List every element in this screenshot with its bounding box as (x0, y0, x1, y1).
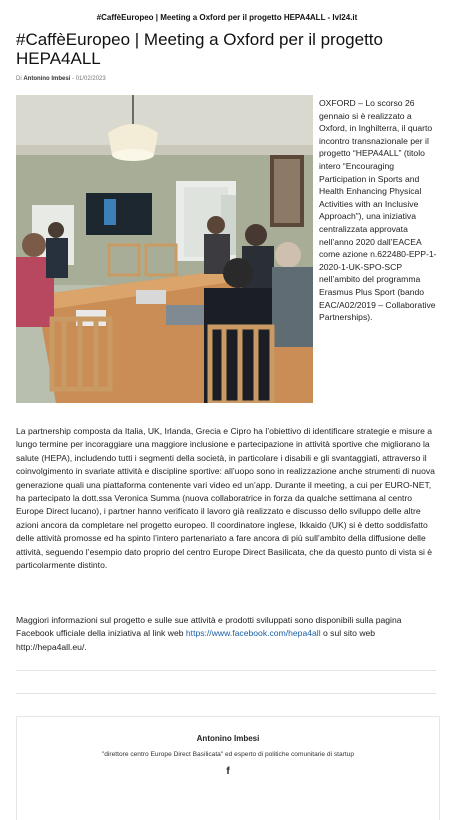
site-header-title[interactable]: #CaffèEuropeo | Meeting a Oxford per il progetto HEPA4ALL - Ivl24.it (96, 13, 358, 22)
article-intro-text: OXFORD – Lo scorso 26 gennaio si è realizzato a Oxford, in Inghilterra, il quarto incontro transnazionale per il progetto “HEPA4ALL” (titolo intero “Encouraging Participation in Sports and Health Enhancing Physical Activities with an Inclusive Approach”), una iniziativa centralizzata approvata nell’anno 2020 dall’EACEA come azione n.622480-EPP-1-2020-1-UK-SPO-SCP nell’ambito del programma Erasmus Plus Sport (bando EAC/A02/2019 – Collaborative Partnerships). (319, 98, 437, 323)
divider (16, 693, 436, 694)
article-more-info (16, 614, 436, 654)
divider (16, 670, 436, 671)
article-title: #CaffèEuropeo | Meeting a Oxford per il progetto HEPA4ALL (16, 30, 383, 68)
author-description: "direttore centro Europe Direct Basilicata" ed esperto di politiche comunitarie di startup (101, 751, 355, 758)
author-box (16, 716, 440, 820)
meta-prefix: Di (16, 76, 22, 82)
facebook-icon[interactable]: f (226, 766, 230, 777)
meeting-photo (16, 95, 313, 403)
meta-separator: - (72, 76, 75, 82)
website-text: o sul sito web http://hepa4all.eu/. (16, 628, 376, 652)
author-link[interactable]: Antonino Imbesi (23, 76, 71, 82)
facebook-page-link[interactable]: https://www.facebook.com/hepa4all (185, 628, 321, 639)
author-name[interactable]: Antonino Imbesi (196, 734, 260, 743)
more-info-text: Maggiori informazioni sul progetto e sulle sue attività e prodotti sviluppati sono disponibili sulla pagina Facebook ufficiale della iniziativa al link web (16, 615, 402, 639)
publish-date: 01/02/2023 (75, 76, 106, 82)
article-body-text: La partnership composta da Italia, UK, Irlanda, Grecia e Cipro ha l’obiettivo di identificare strategie e misure a lungo termine per incoraggiare una maggiore inclusione e partecipazione in attività sportive che migliorano la salute (HEPA), includendo tutti i segmenti della società, in particolare i disabili e gli svantaggiati, attraverso il coinvolgimento in svariate attività e discipline sportive: all’uopo sono in realizzazione anche strumenti di nuova generazione quali una piattaforma contenente vari video ed un’app. Durante il meeting, a cui per EURO-NET, ha partecipato la dott.ssa Veronica Summa (nuova collaboratrice in forza da qualche settimana al centro Europe Direct lucano), i partner hanno verificato il lavoro già realizzato e discusso dello sviluppo delle altre azioni ancora da completare nel progetto europeo. Il coordinatore inglese, Ikkaido (UK) si è detto soddisfatto delle attività promosse ed ha spinto l’intero partenariato a fare ancora di più sull’ambito della diffusione delle attività, seguendo l’esempio dato proprio del centro Europe Direct Basilicata, che da questo punto di vista si è particolarmente distinto. (16, 426, 435, 571)
article-meta (16, 76, 106, 82)
